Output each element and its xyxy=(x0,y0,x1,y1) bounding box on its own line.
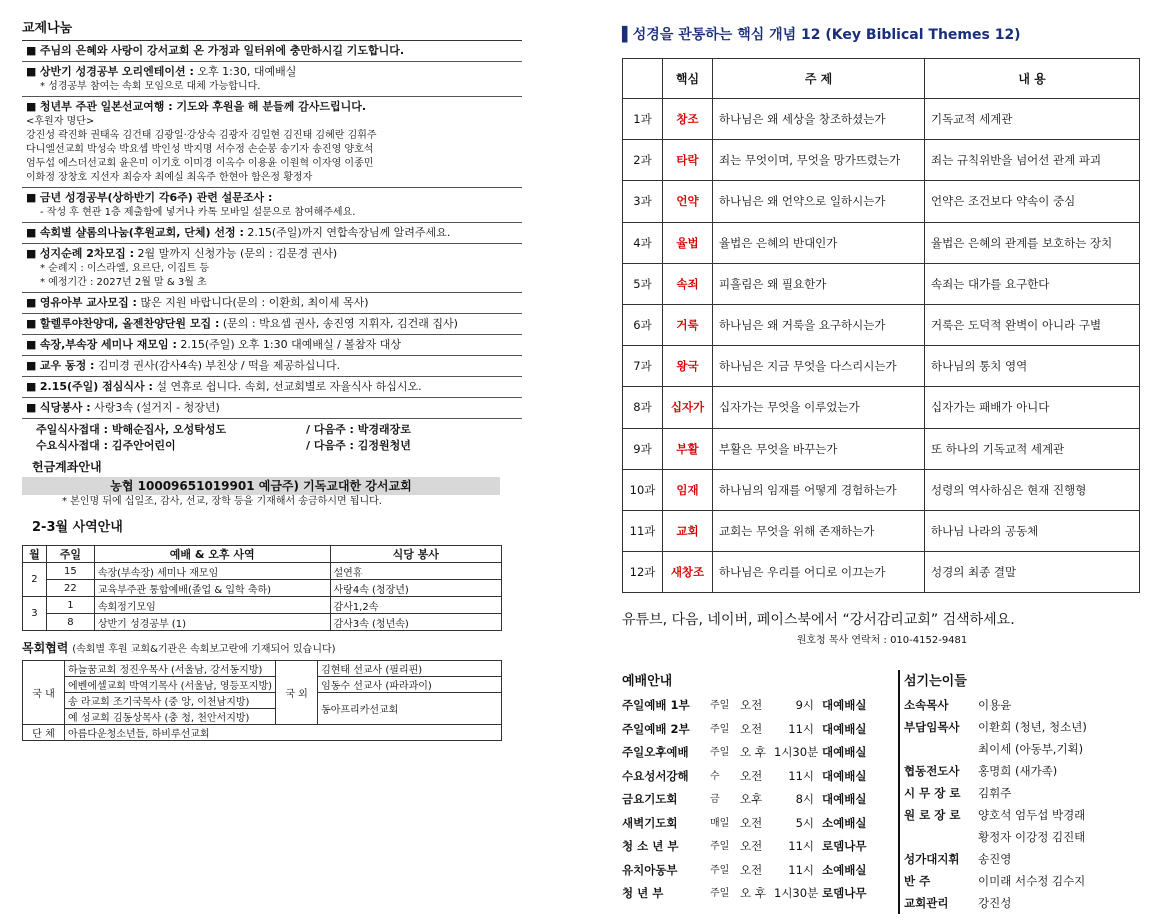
theme-topic: 율법은 은혜의 반대인가 xyxy=(713,222,925,263)
schedule-header: 식당 봉사 xyxy=(330,546,502,563)
worship-name: 금요기도회 xyxy=(622,792,678,806)
bullet-icon: ■ xyxy=(26,401,40,414)
staff-info xyxy=(898,670,1138,914)
schedule-cell: 속회정기모임 xyxy=(94,597,330,614)
notice-title: 속회별 샬롬의나눔(후원교회, 단체) 선정 : xyxy=(39,226,244,239)
worship-ampm: 오전 xyxy=(740,768,763,783)
theme-keyword: 교회 xyxy=(663,510,713,551)
coop-overseas-item: 김현태 선교사 (필리핀) xyxy=(318,661,502,677)
theme-row xyxy=(623,304,1140,345)
schedule-cell: 15 xyxy=(46,563,94,580)
worship-row xyxy=(622,788,894,812)
coop-domestic-item: 하늘꿈교회 정진우목사 (서울남, 강서동지방) xyxy=(65,661,276,677)
notice-line xyxy=(26,246,522,262)
theme-keyword: 거룩 xyxy=(663,304,713,345)
schedule-header: 주일 xyxy=(46,546,94,563)
themes-header: 내 용 xyxy=(925,59,1140,99)
staff-names: 김휘주 xyxy=(978,786,1012,800)
staff-names: 양호석 엄두섭 박경래 xyxy=(978,808,1086,822)
notice-text: 2.15(주일)까지 연합속장님께 알려주세요. xyxy=(243,226,451,239)
notice-sub: * 예정기간 : 2027년 2월 말 & 3월 초 xyxy=(40,277,207,288)
notice-item xyxy=(22,97,522,188)
worship-name: 청 소 년 부 xyxy=(622,839,679,853)
notice-title: 주님의 은혜와 사랑이 강서교회 온 가정과 일터위에 충만하시길 기도합니다. xyxy=(39,44,405,57)
notice-line xyxy=(26,190,522,206)
worship-row xyxy=(622,741,894,765)
notice-sub: * 성경공부 참여는 속회 모임으로 대체 가능합니다. xyxy=(40,81,261,92)
worship-name: 유치아동부 xyxy=(622,862,678,877)
worship-time: 11시 xyxy=(788,768,814,783)
schedule-header-row xyxy=(23,546,502,563)
worship-place: 소예배실 xyxy=(822,862,867,877)
worship-name: 주일예배 1부 xyxy=(622,698,690,712)
staff-row xyxy=(904,804,1138,826)
worship-place: 대예배실 xyxy=(822,745,867,759)
worship-list xyxy=(622,694,894,906)
notice-text: 오후 1:30, 대예배실 xyxy=(193,65,297,78)
theme-content: 거룩은 도덕적 완벽이 아니라 구별 xyxy=(925,304,1140,345)
notice-item xyxy=(22,314,522,335)
staff-role: 시 무 장 로 xyxy=(904,786,961,800)
schedule-row xyxy=(23,597,502,614)
worship-time: 11시 xyxy=(788,721,814,736)
notice-text: 2.15(주일) 오후 1:30 대예배실 / 볼참자 대상 xyxy=(176,338,401,351)
theme-keyword: 창조 xyxy=(663,99,713,140)
notice-item xyxy=(22,398,522,419)
bullet-icon: ■ xyxy=(26,380,40,393)
theme-lesson: 9과 xyxy=(623,428,663,469)
theme-keyword: 임재 xyxy=(663,469,713,510)
meal-next: / 다음주 : 김정원청년 xyxy=(306,439,411,452)
theme-row xyxy=(623,346,1140,387)
worship-place: 로뎀나무 xyxy=(822,886,867,900)
worship-ampm: 오후 xyxy=(740,792,763,806)
worship-name: 주일오후예배 xyxy=(622,745,689,759)
worship-place: 대예배실 xyxy=(822,721,867,736)
schedule-header: 예배 & 오후 사역 xyxy=(94,546,330,563)
theme-keyword: 왕국 xyxy=(663,346,713,387)
worship-row xyxy=(622,882,894,906)
schedule-header: 월 xyxy=(23,546,47,563)
coop-overseas-item: 동아프리카선교회 xyxy=(318,693,502,725)
account-number: 농협 10009651019901 예금주) 기독교대한 강서교회 xyxy=(22,477,500,495)
theme-lesson: 10과 xyxy=(623,469,663,510)
notice-item xyxy=(22,223,522,244)
staff-role: 협동전도사 xyxy=(904,764,960,778)
worship-name: 주일예배 2부 xyxy=(622,721,690,736)
meal-row xyxy=(22,438,522,454)
staff-names: 황정자 이강정 김진태 xyxy=(978,830,1086,844)
notice-item xyxy=(22,244,522,293)
staff-row xyxy=(904,826,1138,848)
worship-ampm: 오전 xyxy=(740,862,763,877)
themes-header xyxy=(623,59,663,99)
worship-place: 로뎀나무 xyxy=(822,839,867,853)
theme-content: 십자가는 패배가 아니다 xyxy=(925,387,1140,428)
notice-item xyxy=(22,41,522,62)
theme-content: 죄는 규칙위반을 넘어선 관계 파괴 xyxy=(925,140,1140,181)
notice-title: 성지순례 2차모집 : xyxy=(39,247,134,260)
themes-title: ▌성경을 관통하는 핵심 개념 12 (Key Biblical Themes 12) xyxy=(622,27,1021,43)
schedule-month: 3 xyxy=(23,597,47,631)
worship-time: 8시 xyxy=(795,792,814,806)
theme-lesson: 5과 xyxy=(623,263,663,304)
theme-row xyxy=(623,552,1140,593)
coop-title: 목회협력 xyxy=(22,641,69,655)
worship-row xyxy=(622,765,894,789)
theme-topic: 하나님의 임재를 어떻게 경험하는가 xyxy=(713,469,925,510)
schedule-row xyxy=(23,563,502,580)
notice-title: 할렐루야찬양대, 올젠찬양단원 모집 : xyxy=(39,317,220,330)
donor-line: 다니엘선교회 박성숙 박요셉 박인성 박지명 서수정 손순봉 송기자 송진영 양호석 xyxy=(26,144,374,155)
notice-line xyxy=(26,64,522,80)
worship-time: 5시 xyxy=(795,815,814,830)
theme-content: 기독교적 세계관 xyxy=(925,99,1140,140)
worship-time: 1시30분 xyxy=(774,886,819,900)
worship-day: 금 xyxy=(710,794,720,805)
staff-role: 반 주 xyxy=(904,874,931,888)
coop-domestic-item: 에벤에셀교회 박역기목사 (서울남, 영등포지방) xyxy=(65,677,276,693)
worship-place: 대예배실 xyxy=(822,768,867,783)
schedule-cell: 속장(부속장) 세미나 재모임 xyxy=(94,563,330,580)
themes-table xyxy=(622,58,1140,593)
worship-day: 매일 xyxy=(710,817,730,829)
worship-name: 청 년 부 xyxy=(622,886,664,900)
theme-lesson: 11과 xyxy=(623,510,663,551)
donor-line: 강진성 곽진화 권태옥 김건태 김광일·강상숙 김광자 김일현 김진태 김혜란 김휘주 xyxy=(26,130,377,141)
staff-names: 이용윤 xyxy=(978,698,1012,712)
notice-list xyxy=(22,41,522,419)
section-title: 교제나눔 xyxy=(22,21,73,36)
worship-ampm: 오전 xyxy=(740,815,763,830)
staff-row xyxy=(904,760,1138,782)
notice-text: 2월 말까지 신청가능 (문의 : 김문경 권사) xyxy=(133,247,338,260)
notice-line xyxy=(26,358,522,374)
schedule-month: 2 xyxy=(23,563,47,597)
staff-names: 최이세 (아동부,기획) xyxy=(978,742,1084,756)
meal-next: / 다음주 : 박경래장로 xyxy=(306,423,411,436)
staff-row xyxy=(904,738,1138,760)
schedule-cell: 사랑4속 (청장년) xyxy=(330,580,502,597)
theme-row xyxy=(623,387,1140,428)
schedule-title: 2-3월 사역안내 xyxy=(32,520,123,535)
notice-text: 김미경 권사(감사4속) 부친상 / 떡을 제공하십니다. xyxy=(94,359,341,372)
theme-content: 하나님 나라의 공동체 xyxy=(925,510,1140,551)
worship-ampm: 오전 xyxy=(740,721,763,736)
theme-topic: 하나님은 왜 세상을 창조하셨는가 xyxy=(713,99,925,140)
worship-ampm: 오전 xyxy=(740,698,763,712)
meal-service xyxy=(22,419,522,454)
notice-text: 많은 지원 바랍니다(문의 : 이환희, 최이세 목사) xyxy=(136,296,369,309)
theme-topic: 십자가는 무엇을 이루었는가 xyxy=(713,387,925,428)
notice-item xyxy=(22,62,522,97)
coop-overseas-label: 국 외 xyxy=(276,661,318,725)
notice-item xyxy=(22,188,522,223)
worship-day: 주일 xyxy=(710,841,730,852)
notice-item xyxy=(22,377,522,398)
schedule-cell: 8 xyxy=(46,614,94,631)
staff-row xyxy=(904,892,1138,914)
schedule-cell: 22 xyxy=(46,580,94,597)
notice-line xyxy=(26,43,522,59)
staff-row xyxy=(904,716,1138,738)
staff-row xyxy=(904,848,1138,870)
themes-header: 주 제 xyxy=(713,59,925,99)
theme-row xyxy=(623,181,1140,222)
theme-keyword: 율법 xyxy=(663,222,713,263)
theme-row xyxy=(623,428,1140,469)
theme-content: 성경의 최종 결말 xyxy=(925,552,1140,593)
theme-topic: 하나님은 왜 거룩을 요구하시는가 xyxy=(713,304,925,345)
bullet-icon: ■ xyxy=(26,226,40,239)
theme-content: 성령의 역사하심은 현재 진행형 xyxy=(925,469,1140,510)
meal-row xyxy=(22,422,522,438)
staff-names: 강진성 xyxy=(978,896,1012,910)
notice-line xyxy=(26,316,522,332)
theme-keyword: 언약 xyxy=(663,181,713,222)
theme-topic: 하나님은 우리를 어디로 이끄는가 xyxy=(713,552,925,593)
staff-role: 부담임목사 xyxy=(904,720,960,734)
notice-text: (문의 : 박요셉 권사, 송진영 지휘자, 김건래 집사) xyxy=(219,317,458,330)
coop-group-item: 아름다운청소년들, 하비루선교회 xyxy=(65,725,502,741)
coop-group-label: 단 체 xyxy=(23,725,65,741)
meal-current: 수요식사접대 : 김주안어린이 xyxy=(36,439,176,452)
bullet-icon: ■ xyxy=(26,44,40,57)
theme-row xyxy=(623,222,1140,263)
coop-row xyxy=(23,677,502,693)
worship-day: 수 xyxy=(710,770,720,782)
coop-heading xyxy=(22,639,522,656)
coop-row xyxy=(23,725,502,741)
coop-row xyxy=(23,661,502,677)
worship-day: 주일 xyxy=(710,864,730,876)
theme-topic: 부활은 무엇을 바꾸는가 xyxy=(713,428,925,469)
staff-role: 소속목사 xyxy=(904,698,949,712)
pastor-contact: 원호청 목사 연락처 : 010-4152-9481 xyxy=(796,635,968,647)
worship-day: 주일 xyxy=(710,700,730,711)
worship-name: 수요성서강해 xyxy=(622,768,689,783)
coop-domestic-label: 국 내 xyxy=(23,661,65,725)
schedule-cell: 감사3속 (청년속) xyxy=(330,614,502,631)
staff-title: 섬기는이들 xyxy=(904,674,967,689)
staff-list xyxy=(904,694,1138,914)
theme-lesson: 12과 xyxy=(623,552,663,593)
worship-name: 새벽기도회 xyxy=(622,815,678,830)
account-note: * 본인명 뒤에 십일조, 감사, 선교, 장학 등을 기재해서 송금하시면 됩니다. xyxy=(62,496,382,507)
theme-keyword: 십자가 xyxy=(663,387,713,428)
donor-line: 엄두섭 에스더선교회 윤은미 이기호 이미경 이옥수 이용윤 이원혁 이자영 이종민 xyxy=(26,158,374,169)
schedule-row xyxy=(23,614,502,631)
theme-topic: 피흘림은 왜 필요한가 xyxy=(713,263,925,304)
worship-place: 대예배실 xyxy=(822,698,867,712)
worship-row xyxy=(622,859,894,883)
coop-domestic-item: 예 성교회 김동상목사 (충 청, 천안서지방) xyxy=(65,709,276,725)
worship-place: 대예배실 xyxy=(822,792,867,806)
theme-lesson: 3과 xyxy=(623,181,663,222)
notice-line xyxy=(26,295,522,311)
bullet-icon: ■ xyxy=(26,65,40,78)
theme-lesson: 7과 xyxy=(623,346,663,387)
schedule-cell: 상반기 성경공부 (1) xyxy=(94,614,330,631)
bullet-icon: ■ xyxy=(26,359,40,372)
coop-overseas-item: 임동수 선교사 (파라과이) xyxy=(318,677,502,693)
theme-content: 속죄는 대가를 요구한다 xyxy=(925,263,1140,304)
theme-content: 율법은 은혜의 관계를 보호하는 장치 xyxy=(925,222,1140,263)
notice-title: 교우 동정 : xyxy=(39,359,95,372)
theme-lesson: 8과 xyxy=(623,387,663,428)
staff-role: 원 로 장 로 xyxy=(904,808,961,822)
schedule-cell: 설연휴 xyxy=(330,563,502,580)
account-title: 헌금계좌안내 xyxy=(32,460,102,474)
staff-row xyxy=(904,870,1138,892)
worship-time: 9시 xyxy=(795,698,814,712)
theme-lesson: 4과 xyxy=(623,222,663,263)
theme-topic: 하나님은 왜 언약으로 일하시는가 xyxy=(713,181,925,222)
theme-topic: 하나님은 지금 무엇을 다스리시는가 xyxy=(713,346,925,387)
notice-title: 2.15(주일) 점심식사 : xyxy=(39,380,153,393)
worship-row xyxy=(622,694,894,718)
worship-day: 주일 xyxy=(710,747,730,758)
staff-names: 이환희 (청년, 청소년) xyxy=(978,720,1087,734)
worship-day: 주일 xyxy=(710,723,730,735)
donor-header: <후원자 명단> xyxy=(26,116,95,127)
bullet-icon: ■ xyxy=(26,191,40,204)
notice-item xyxy=(22,293,522,314)
notice-sub: * 순례지 : 이스라엘, 요르단, 이집트 등 xyxy=(40,263,210,274)
staff-role xyxy=(904,738,978,760)
coop-table xyxy=(22,660,502,741)
theme-keyword: 새창조 xyxy=(663,552,713,593)
notice-text: 설 연휴로 쉽니다. 속회, 선교회별로 자율식사 하십시오. xyxy=(152,380,422,393)
worship-ampm: 오 후 xyxy=(740,745,766,759)
notice-line xyxy=(26,99,522,115)
theme-keyword: 속죄 xyxy=(663,263,713,304)
coop-subtitle: (속회별 후원 교회&기관은 속회보고란에 기재되어 있습니다) xyxy=(72,644,336,655)
worship-row xyxy=(622,812,894,836)
schedule-cell: 교육부주관 통합예배(졸업 & 입학 축하) xyxy=(94,580,330,597)
bullet-icon: ■ xyxy=(26,100,40,113)
left-page xyxy=(22,18,522,913)
staff-names: 홍명희 (새가족) xyxy=(978,764,1058,778)
notice-sub: - 작성 후 현관 1층 제출함에 넣거나 카톡 모바일 설문으로 참여해주세요. xyxy=(40,207,356,218)
theme-row xyxy=(623,140,1140,181)
theme-row xyxy=(623,469,1140,510)
schedule-row xyxy=(23,580,502,597)
notice-line xyxy=(26,400,522,416)
worship-ampm: 오 후 xyxy=(740,886,766,900)
staff-row xyxy=(904,694,1138,716)
notice-line xyxy=(26,225,522,241)
worship-place: 소예배실 xyxy=(822,815,867,830)
theme-row xyxy=(623,99,1140,140)
theme-topic: 죄는 무엇이며, 무엇을 망가뜨렸는가 xyxy=(713,140,925,181)
worship-time: 11시 xyxy=(788,839,814,853)
notice-title: 영유아부 교사모집 : xyxy=(39,296,137,309)
theme-topic: 교회는 무엇을 위해 존재하는가 xyxy=(713,510,925,551)
notice-text: 사랑3속 (설거지 - 청장년) xyxy=(90,401,220,414)
worship-day: 주일 xyxy=(710,888,730,899)
notice-title: 금년 성경공부(상하반기 각6주) 관련 설문조사 : xyxy=(39,191,273,204)
search-notice: 유튜브, 다음, 네이버, 페이스북에서 “강서감리교회” 검색하세요. xyxy=(622,612,1015,629)
notice-line xyxy=(26,379,522,395)
theme-content: 또 하나의 기독교적 세계관 xyxy=(925,428,1140,469)
themes-header: 핵심 xyxy=(663,59,713,99)
worship-row xyxy=(622,835,894,859)
theme-lesson: 2과 xyxy=(623,140,663,181)
theme-content: 하나님의 통치 영역 xyxy=(925,346,1140,387)
bullet-icon: ■ xyxy=(26,247,40,260)
schedule-cell: 1 xyxy=(46,597,94,614)
worship-title: 예배안내 xyxy=(622,674,673,689)
worship-row xyxy=(622,718,894,742)
right-page xyxy=(622,22,1142,910)
schedule-cell: 감사1,2속 xyxy=(330,597,502,614)
bullet-icon: ■ xyxy=(26,296,40,309)
worship-time: 1시30분 xyxy=(774,745,819,759)
donor-line: 이화정 장창호 지선자 최승자 최예실 최옥주 한현아 함은정 황정자 xyxy=(26,172,313,183)
notice-title: 청년부 주관 일본선교여행 : 기도와 후원을 해 분들께 감사드립니다. xyxy=(39,100,367,113)
worship-ampm: 오전 xyxy=(740,839,763,853)
staff-names: 이미래 서수정 김수지 xyxy=(978,874,1086,888)
theme-lesson: 1과 xyxy=(623,99,663,140)
theme-lesson: 6과 xyxy=(623,304,663,345)
theme-keyword: 부활 xyxy=(663,428,713,469)
notice-line xyxy=(26,337,522,353)
coop-domestic-item: 송 라교회 조기국목사 (중 앙, 이천남지방) xyxy=(65,693,276,709)
notice-title: 속장,부속장 세미나 재모임 : xyxy=(39,338,177,351)
bullet-icon: ■ xyxy=(26,338,40,351)
schedule-table xyxy=(22,545,502,631)
meal-current: 주일식사접대 : 박해순집사, 오성탁성도 xyxy=(36,423,227,436)
theme-content: 언약은 조건보다 약속이 중심 xyxy=(925,181,1140,222)
notice-title: 상반기 성경공부 오리엔테이션 : xyxy=(39,65,194,78)
worship-time: 11시 xyxy=(788,862,814,877)
notice-title: 식당봉사 : xyxy=(39,401,91,414)
worship-info xyxy=(622,670,894,906)
themes-title-text: 성경을 관통하는 핵심 개념 12 (Key Biblical Themes 12) xyxy=(632,27,1021,43)
notice-item xyxy=(22,335,522,356)
staff-role xyxy=(904,826,978,848)
theme-row xyxy=(623,510,1140,551)
theme-keyword: 타락 xyxy=(663,140,713,181)
theme-row xyxy=(623,263,1140,304)
staff-role: 성가대지휘 xyxy=(904,852,960,866)
notice-item xyxy=(22,356,522,377)
themes-header-row xyxy=(623,59,1140,99)
coop-row xyxy=(23,693,502,709)
staff-role: 교회관리 xyxy=(904,896,949,910)
bullet-icon: ■ xyxy=(26,317,40,330)
staff-row xyxy=(904,782,1138,804)
staff-names: 송진영 xyxy=(978,852,1012,866)
